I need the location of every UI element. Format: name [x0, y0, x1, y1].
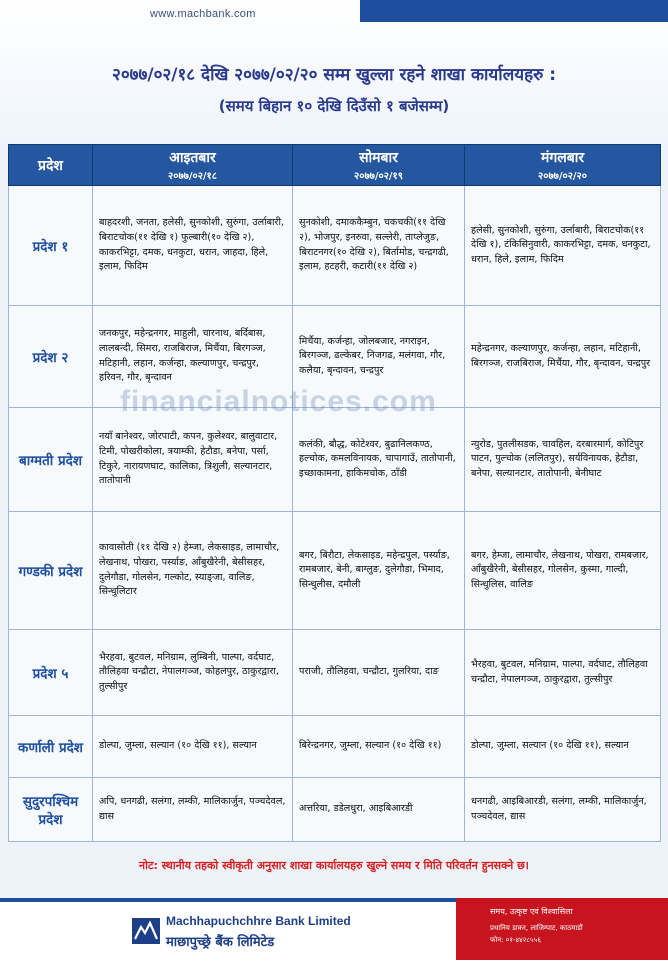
- table-row: [9, 778, 661, 842]
- header-province: प्रदेश: [9, 145, 93, 186]
- sunday-branches: बाहदरशी, जनता, हलेसी, सुनकोशी, सुरुंगा, उर्लाबारी, बिराटचोक(११ देखि १) फुल्बारी(१० देखि २), काकरभिट्टा, दमक, धनकुटा, धरान, जाहदा, हिले, इलाम, फिदिम: [93, 186, 293, 306]
- province-cell: गण्डकी प्रदेश: [9, 512, 93, 630]
- monday-branches: बगर, बिरौटा, लेकसाइड, महेन्द्रपुल, पर्स्याङ, रामबजार, बेनी, बाग्लुङ, दुलेगौडा, भिमाद, सिन्धुलीस, दमौली: [293, 512, 465, 630]
- table-row: [9, 716, 661, 778]
- footer-tagline: समय, उत्कृष्ट एवं विश्वासिला: [490, 907, 573, 916]
- tuesday-branches: हलेसी, सुनकोशी, सुरुंगा, उर्लाबारी, बिराटचोक(११ देखि १), टंकिसिनुवारी, काकरभिट्टा, दमक, धनकुटा, धरान, हिले, इलाम, फिदिम: [465, 186, 661, 306]
- footer-phone: फोन: ०१-४४२८५५६: [490, 936, 541, 944]
- sunday-branches: जनकपुर, महेन्द्रनगर, माहुली, चारनाथ, बर्दिबास, लालबन्दी, सिमरा, राजबिराज, मिर्चैया, बिरगञ्ज, मटिहानी, लहान, कर्जन्हा, कल्याणपुर, चन्द्रपुर, हरिवन, गौर, बृन्दावन: [93, 306, 293, 408]
- tuesday-branches: डोल्पा, जुम्ला, सल्यान (१० देखि ११), सल्यान: [465, 716, 661, 778]
- bank-name-english: Machhapuchchhre Bank Limited: [166, 914, 351, 928]
- table-row: [9, 408, 661, 512]
- bank-name-nepali: माछापुच्छ्रे बैंक लिमिटेड: [166, 935, 275, 950]
- disclaimer-note: नोट: स्थानीय तहको स्वीकृती अनुसार शाखा कार्यालयहरु खुल्ने समय र मिति परिवर्तन हुनसक्ने छ।: [139, 859, 529, 872]
- sunday-branches: डोल्पा, जुम्ला, सल्यान (१० देखि ११), सल्यान: [93, 716, 293, 778]
- header-day-sunday: आइतबार २०७७/०२/१८: [93, 145, 293, 186]
- monday-branches: पराजी, तौलिहवा, चन्द्रौटा, गुलरिया, दाङ: [293, 630, 465, 716]
- tuesday-branches: महेन्द्रनगर, कल्याणपुर, कर्जन्हा, लहान, मटिहानी, बिरगञ्ज, राजबिराज, मिर्चैया, गौर, बृन्दावन, चन्द्रपुर: [465, 306, 661, 408]
- table-row: [9, 186, 661, 306]
- monday-branches: बिरेन्द्रनगर, जुम्ला, सल्यान (१० देखि ११): [293, 716, 465, 778]
- table-header-row: [9, 145, 661, 186]
- tuesday-branches: धनगढी, आइबिआरडी, सलंगा, लम्की, मालिकार्जुन, पञ्चदेवल, द्यास: [465, 778, 661, 842]
- province-cell: कर्णाली प्रदेश: [9, 716, 93, 778]
- watermark-text: financialnotices.com: [120, 385, 437, 418]
- monday-branches: कलंकी, बौद्ध, कोटेश्वर, बुढानिलकण्ठ, हल्चोक, कमलविनायक, चापागाउँ, तातोपानी, इच्छाकामना, हाकिमचोक, ठाँडी: [293, 408, 465, 512]
- tuesday-branches: भैरहवा, बुटवल, मनिग्राम, पाल्पा, वर्दघाट, तौलिहवा चन्द्रौटा, नेपालगञ्ज, ठाकुरद्वारा, तुल्सीपुर: [465, 630, 661, 716]
- monday-branches: सुनकोशी, दमाककैम्बुन, चकचकी(११ देखि २), भोजपुर, इनरुवा, सल्लेरी, ताप्लेजुङ, बिराटनगर(१० देखि २), बिर्तामोड, चन्द्रगढी, इलाम, हटहरी, कटारी(११ देखि २): [293, 186, 465, 306]
- sunday-branches: अपि, धनगढी, सलंगा, लम्की, मालिकार्जुन, पञ्चदेवल, द्यास: [93, 778, 293, 842]
- top-blue-bar: [360, 0, 668, 22]
- province-cell: प्रदेश २: [9, 306, 93, 408]
- monday-branches: मिर्चैया, कर्जन्हा, जोलबजार, नगराइन, बिरगञ्ज, ढल्केबर, निजगढ, मलंगवा, गौर, कलैया, बृन्दावन, चन्द्रपुर: [293, 306, 465, 408]
- notice-subtitle: (समय बिहान १० देखि दिउँसो १ बजेसम्म): [218, 97, 450, 115]
- notice-title: २०७७/०२/१८ देखि २०७७/०२/२० सम्म खुल्ला रहने शाखा कार्यालयहरु :: [112, 65, 556, 85]
- sunday-branches: कावासोती (११ देखि २) हेम्जा, लेकसाइड, लामाचौर, लेखनाथ, पोखरा, पर्स्याङ, आँबुखैरेनी, बेसीसहर, दुलेगौडा, गोलसेन, गल्कोट, स्याङ्जा, वालिङ, सिन्धुलिटार: [93, 512, 293, 630]
- footer-address: प्रधानिय डाकर, लाजिम्पाट, काठमाडौं: [490, 924, 583, 932]
- tuesday-branches: बगर, हेम्जा, लामाचौर, लेखनाथ, पोखरा, रामबजार, आँबुखैरेनी, बेसीसहर, गोलसेन, कुस्मा, गाल्दी, सिन्धुलिस, वालिङ: [465, 512, 661, 630]
- sunday-branches: नयाँ बानेश्वर, जोरपाटी, कपन, कुलेश्वर, बालुवाटार, टिमी, पोखरीकोला, त्रयाम्की, हेटौडा, बनेपा, पर्सा, टिकुरे, नारायणघाट, कालिका, त्रिशुली, सल्यानटार, तातोपानी: [93, 408, 293, 512]
- province-cell: बाग्मती प्रदेश: [9, 408, 93, 512]
- monday-branches: अत्तरिया, डडेलधुरा, आइबिआरडी: [293, 778, 465, 842]
- province-cell: प्रदेश १: [9, 186, 93, 306]
- sunday-branches: भैरहवा, बुटवल, मनिग्राम, लुम्बिनी, पाल्पा, वर्दघाट, तौलिहवा चन्द्रौटा, नेपालगञ्ज, कोहलपुर, ठाकुरद्वारा, तुल्सीपुर: [93, 630, 293, 716]
- branch-schedule-table: [8, 144, 661, 842]
- province-cell: प्रदेश ५: [9, 630, 93, 716]
- header-day-monday: सोमबार २०७७/०२/१९: [293, 145, 465, 186]
- province-cell: सुदुरपश्चिम प्रदेश: [9, 778, 93, 842]
- header-day-tuesday: मंगलबार २०७७/०२/२०: [465, 145, 661, 186]
- bank-logo-icon: [132, 918, 160, 944]
- table-row: [9, 630, 661, 716]
- tuesday-branches: न्युरोड, पुतलीसडक, चावहिल, दरबारमार्ग, कोटिपुर पाटन, पुल्चोक (ललितपुर), सर्यविनायक, हेटौडा, बनेपा, सल्यानटार, तातोपानी, बेनीघाट: [465, 408, 661, 512]
- table-row: [9, 512, 661, 630]
- website-url[interactable]: www.machbank.com: [150, 8, 256, 20]
